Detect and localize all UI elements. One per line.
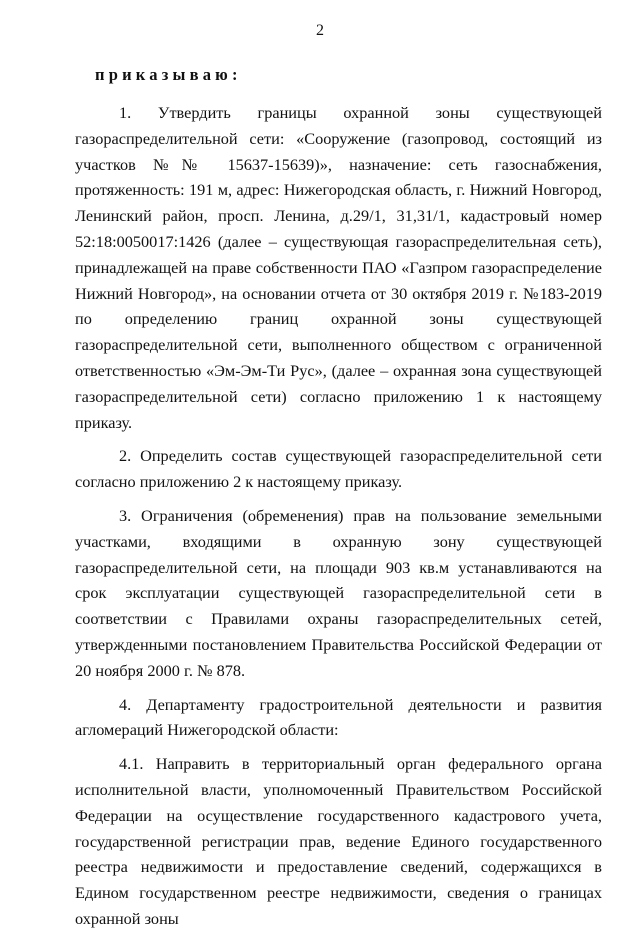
order-heading: приказываю: xyxy=(95,65,242,84)
paragraph-4-1: 4.1. Направить в территориальный орган федерального органа исполнительной власти, уполномоченный Правительством Российской Федерации на осуществление государственного кадастрового учета, государственной регистрации прав, ведение Единого государственного реестра недвижимости и предоставление сведений, содержащихся в Едином государственном реестре недвижимости, сведения о границах охранной зоны xyxy=(75,754,602,928)
document-body xyxy=(75,62,602,932)
paragraph-3: 3. Ограничения (обременения) прав на пользование земельными участками, входящими в охранную зону существующей газораспределительной сети, на площади 903 кв.м устанавливаются на срок эксплуатации существующей газораспределительной сети в соответствии с Правилами охраны газораспределительных сетей, утвержденными постановлением Правительства Российской Федерации от 20 ноября 2000 г. № 878. xyxy=(75,505,602,680)
paragraph-4: 4. Департаменту градостроительной деятельности и развития агломераций Нижегородской области: xyxy=(75,694,602,740)
page-number: 2 xyxy=(316,22,324,39)
paragraph-1: 1. Утвердить границы охранной зоны существующей газораспределительной сети: «Сооружение (газопровод, состоящий из участков №№ 15637-15639)», назначение: сеть газоснабжения, протяженность: 191 м, адрес: Нижегородская область, г. Нижний Новгород, Ленинский район, просп. Ленина, д.29/1, 31,31/1, кадастровый номер 52:18:0050017:1426 (далее – существующая газораспределительная сеть), принадлежащей на праве собственности ПАО «Газпром газораспределение Нижний Новгород», на основании отчета от 30 октября 2019 г. №183-2019 по определению границ охранной зоны существующей газораспределительной сети, выполненного обществом с ограниченной ответственностью «Эм-Эм-Ти Рус», (далее – охранная зона существующей газораспределительной сети) согласно приложению 1 к настоящему приказу. xyxy=(75,103,602,432)
paragraph-2: 2. Определить состав существующей газораспределительной сети согласно приложению 2 к настоящему приказу. xyxy=(75,446,602,492)
